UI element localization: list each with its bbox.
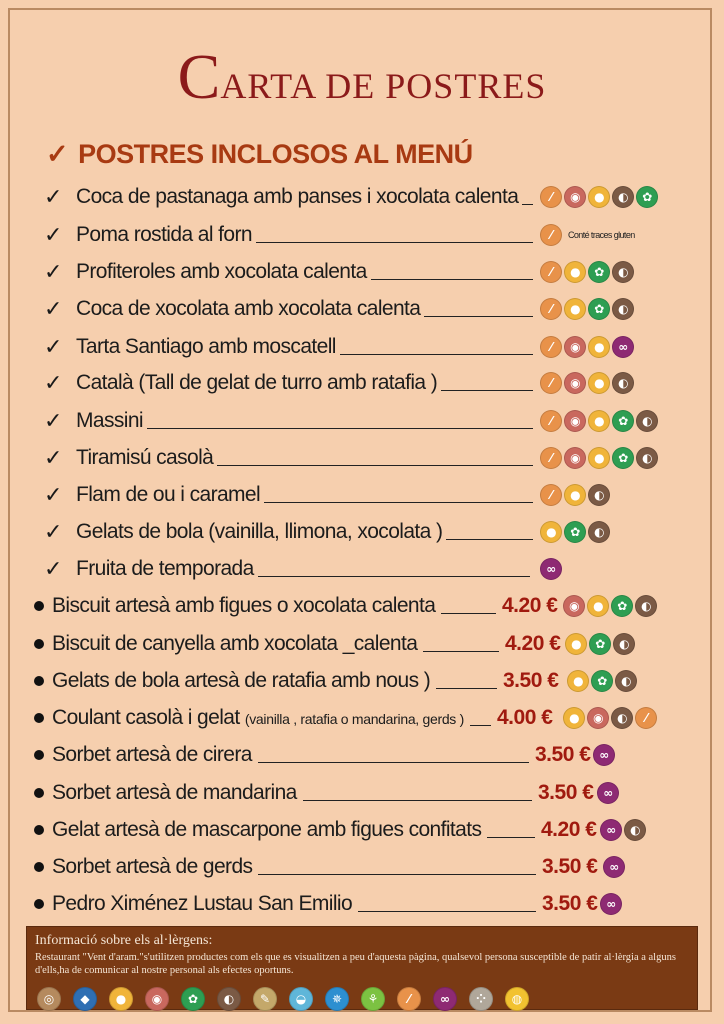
- dessert-name: Fruita de temporada: [76, 557, 254, 580]
- check-icon: ✓: [44, 408, 62, 433]
- dessert-name-text: Pedro Ximénez Lustau San Emilio: [52, 892, 353, 915]
- allergen-icons: [540, 484, 610, 506]
- gluten-icon: ⁄: [540, 484, 562, 506]
- title-rest: ARTA DE POSTRES: [220, 66, 547, 106]
- title-initial: C: [177, 41, 221, 112]
- extra-dessert-row: [0, 813, 724, 847]
- price-label: 4.20 €: [502, 594, 558, 617]
- leader-line: [441, 390, 533, 391]
- check-icon: ✓: [44, 296, 62, 321]
- dessert-name: Profiteroles amb xocolata calenta: [76, 260, 367, 283]
- included-dessert-row: [0, 515, 724, 549]
- leader-line: [424, 316, 533, 317]
- vegan-icon: ✿: [591, 670, 613, 692]
- dessert-name-text: Sorbet artesà de cirera: [52, 743, 252, 766]
- dessert-name-text: Coulant casolà i gelat: [52, 706, 240, 729]
- crustacean-icon: ✵: [325, 987, 349, 1011]
- leader-line: [487, 837, 535, 838]
- included-dessert-row: [0, 330, 724, 364]
- nuts-icon: ◉: [564, 410, 586, 432]
- allergen-icons: [540, 558, 562, 580]
- check-icon: ✓: [44, 370, 62, 395]
- check-icon: ✓: [44, 519, 62, 544]
- sulphite-icon: ∞: [612, 336, 634, 358]
- price-label: 3.50 €: [538, 781, 594, 804]
- dessert-name: Coca de pastanaga amb panses i xocolata calenta: [76, 185, 519, 208]
- gluten-icon: ⁄: [540, 447, 562, 469]
- check-icon: ✓: [44, 222, 62, 247]
- egg-icon: ●: [109, 987, 133, 1011]
- price-label: 4.00 €: [497, 706, 553, 729]
- price-label: 3.50 €: [542, 855, 598, 878]
- dessert-name: [52, 743, 252, 767]
- milk-icon: ◐: [615, 670, 637, 692]
- milk-icon: ◐: [636, 447, 658, 469]
- milk-icon: ◐: [636, 410, 658, 432]
- dessert-name-text: Gelats de bola artesà de ratafia amb nous ): [52, 669, 431, 692]
- bullet-icon: [34, 750, 44, 760]
- price-label: 3.50 €: [503, 669, 559, 692]
- egg-icon: ●: [567, 670, 589, 692]
- extra-dessert-row: [0, 850, 724, 884]
- milk-icon: ◐: [612, 372, 634, 394]
- allergen-info-box: [26, 926, 698, 1010]
- sulphite-icon: ∞: [540, 558, 562, 580]
- leader-line: [217, 465, 533, 466]
- section-label: POSTRES INCLOSOS AL MENÚ: [78, 138, 473, 169]
- egg-icon: ●: [540, 521, 562, 543]
- leader-line: [264, 502, 533, 503]
- dessert-name-detail: (vainilla , ratafia o mandarina, gerds ): [244, 711, 464, 727]
- allergen-icons: [600, 819, 646, 841]
- dessert-name-text: Sorbet artesà de mandarina: [52, 781, 297, 804]
- sulphite-icon: ∞: [433, 987, 457, 1011]
- dessert-name: [52, 594, 435, 618]
- dessert-name: Poma rostida al forn: [76, 223, 252, 246]
- allergen-icons: [540, 224, 562, 246]
- included-dessert-row: [0, 180, 724, 214]
- nuts-icon: ◉: [563, 595, 585, 617]
- check-icon: ✓: [44, 556, 62, 581]
- dessert-name: Coca de xocolata amb xocolata calenta: [76, 297, 421, 320]
- leader-line: [258, 576, 530, 577]
- egg-icon: ●: [588, 372, 610, 394]
- nuts-icon: ◉: [145, 987, 169, 1011]
- nuts-icon: ◉: [564, 336, 586, 358]
- milk-icon: ◐: [613, 633, 635, 655]
- dessert-name-text: Biscuit de canyella amb xocolata _calenta: [52, 632, 418, 655]
- allergen-note: Conté traces gluten: [568, 230, 635, 240]
- bullet-icon: [34, 676, 44, 686]
- sesame-icon: ⁘: [469, 987, 493, 1011]
- allergen-info-title: Informació sobre els al·lèrgens:: [35, 933, 213, 948]
- allergen-icons: [563, 707, 657, 729]
- allergen-info-body: Restaurant "Vent d'aram."s'utilitzen productes com els que es visualitzen a peu d'aquesta pàgina, qualsevol persona susceptible de patir al·lèrgia a alguns d'ells,ha de comunicar al nostre personal als efectes oportuns.: [35, 952, 676, 976]
- leader-line: [256, 242, 533, 243]
- gluten-icon: ⁄: [540, 261, 562, 283]
- milk-icon: ◐: [217, 987, 241, 1011]
- included-dessert-row: [0, 366, 724, 400]
- allergen-icons: [593, 744, 615, 766]
- allergen-icons: [540, 336, 634, 358]
- gluten-icon: ⁄: [540, 186, 562, 208]
- nuts-icon: ◉: [564, 372, 586, 394]
- dessert-name: [52, 892, 352, 916]
- milk-icon: ◐: [611, 707, 633, 729]
- dessert-name: Tiramisú casolà: [76, 446, 214, 469]
- fish-icon: ◆: [73, 987, 97, 1011]
- extra-dessert-row: [0, 627, 724, 661]
- included-dessert-row: [0, 292, 724, 326]
- allergen-icons: [563, 595, 657, 617]
- vegan-icon: ✿: [612, 410, 634, 432]
- egg-icon: ●: [564, 261, 586, 283]
- celery-icon: ⚘: [361, 987, 385, 1011]
- price-label: 4.20 €: [505, 632, 561, 655]
- included-dessert-row: [0, 552, 724, 586]
- bullet-icon: [34, 713, 44, 723]
- leader-line: [258, 762, 529, 763]
- dessert-name: Massini: [76, 409, 143, 432]
- vegan-icon: ✿: [588, 261, 610, 283]
- included-dessert-row: [0, 404, 724, 438]
- gluten-icon: ⁄: [540, 372, 562, 394]
- price-label: 3.50 €: [542, 892, 598, 915]
- dessert-name: Flam de ou i caramel: [76, 483, 261, 506]
- dessert-name: Tarta Santiago amb moscatell: [76, 335, 336, 358]
- egg-icon: ●: [587, 595, 609, 617]
- shellfish-icon: ◒: [289, 987, 313, 1011]
- included-dessert-row: [0, 478, 724, 512]
- dessert-name-text: Sorbet artesà de gerds: [52, 855, 253, 878]
- peanut-icon: ◎: [37, 987, 61, 1011]
- egg-icon: ●: [564, 484, 586, 506]
- nuts-icon: ◉: [587, 707, 609, 729]
- mustard-icon: ✎: [253, 987, 277, 1011]
- vegan-icon: ✿: [588, 298, 610, 320]
- dessert-name: [52, 669, 430, 693]
- gluten-icon: ⁄: [397, 987, 421, 1011]
- included-dessert-row: [0, 218, 724, 252]
- bullet-icon: [34, 862, 44, 872]
- egg-icon: ●: [588, 447, 610, 469]
- dessert-name: [52, 706, 464, 730]
- milk-icon: ◐: [588, 521, 610, 543]
- gluten-icon: ⁄: [540, 298, 562, 320]
- vegan-icon: ✿: [636, 186, 658, 208]
- dessert-name-text: Gelat artesà de mascarpone amb figues confitats: [52, 818, 482, 841]
- leader-line: [371, 279, 533, 280]
- extra-dessert-row: [0, 738, 724, 772]
- leader-line: [147, 428, 533, 429]
- extra-dessert-row: [0, 776, 724, 810]
- allergen-icons: [540, 447, 658, 469]
- milk-icon: ◐: [612, 298, 634, 320]
- leader-line: [340, 354, 533, 355]
- gluten-icon: ⁄: [540, 224, 562, 246]
- bullet-icon: [34, 601, 44, 611]
- allergen-icons: [540, 372, 634, 394]
- leader-line: [303, 800, 532, 801]
- dessert-name: [52, 632, 417, 656]
- gluten-icon: ⁄: [635, 707, 657, 729]
- leader-line: [423, 651, 499, 652]
- check-icon: ✓: [44, 482, 62, 507]
- milk-icon: ◐: [612, 261, 634, 283]
- gluten-icon: ⁄: [540, 336, 562, 358]
- gluten-icon: ⁄: [540, 410, 562, 432]
- milk-icon: ◐: [588, 484, 610, 506]
- sulphite-icon: ∞: [597, 782, 619, 804]
- allergen-icons: [540, 186, 658, 208]
- dessert-name: Gelats de bola (vainilla, llimona, xocolata ): [76, 520, 443, 543]
- check-icon: ✓: [44, 334, 62, 359]
- dessert-name: [52, 855, 252, 879]
- egg-icon: ●: [588, 336, 610, 358]
- sulphite-icon: ∞: [603, 856, 625, 878]
- nuts-icon: ◉: [564, 447, 586, 469]
- allergen-icons: [600, 893, 622, 915]
- egg-icon: ●: [588, 186, 610, 208]
- allergen-icons: [603, 856, 625, 878]
- vegan-icon: ✿: [612, 447, 634, 469]
- extra-dessert-row: [0, 589, 724, 623]
- leader-line: [258, 874, 536, 875]
- leader-line: [446, 539, 533, 540]
- soy-icon: ◍: [505, 987, 529, 1011]
- egg-icon: ●: [588, 410, 610, 432]
- milk-icon: ◐: [635, 595, 657, 617]
- extra-dessert-row: [0, 664, 724, 698]
- bullet-icon: [34, 788, 44, 798]
- included-dessert-row: [0, 255, 724, 289]
- egg-icon: ●: [563, 707, 585, 729]
- included-dessert-row: [0, 441, 724, 475]
- allergen-icons: [540, 261, 634, 283]
- vegan-icon: ✿: [564, 521, 586, 543]
- dessert-name-text: Biscuit artesà amb figues o xocolata calenta: [52, 594, 436, 617]
- page-title: [0, 40, 724, 114]
- dessert-name: [52, 781, 297, 805]
- milk-icon: ◐: [624, 819, 646, 841]
- leader-line: [436, 688, 497, 689]
- extra-dessert-row: [0, 701, 724, 735]
- allergen-legend: [37, 987, 529, 1011]
- nuts-icon: ◉: [564, 186, 586, 208]
- extra-dessert-row: [0, 887, 724, 921]
- leader-line: [522, 204, 533, 205]
- dessert-name: Català (Tall de gelat de turro amb ratafia ): [76, 371, 438, 394]
- allergen-icons: [567, 670, 637, 692]
- allergen-icons: [540, 410, 658, 432]
- egg-icon: ●: [564, 298, 586, 320]
- egg-icon: ●: [565, 633, 587, 655]
- check-icon: ✓: [44, 445, 62, 470]
- section-heading: [46, 136, 473, 172]
- dessert-name: [52, 818, 481, 842]
- bullet-icon: [34, 639, 44, 649]
- check-icon: ✓: [44, 259, 62, 284]
- allergen-icons: [540, 521, 610, 543]
- bullet-icon: [34, 825, 44, 835]
- milk-icon: ◐: [612, 186, 634, 208]
- price-label: 4.20 €: [541, 818, 597, 841]
- sulphite-icon: ∞: [600, 893, 622, 915]
- allergen-icons: [597, 782, 619, 804]
- bullet-icon: [34, 899, 44, 909]
- allergen-icons: [540, 298, 634, 320]
- price-label: 3.50 €: [535, 743, 591, 766]
- leader-line: [358, 911, 536, 912]
- vegan-icon: ✿: [181, 987, 205, 1011]
- check-icon: ✓: [46, 138, 69, 169]
- sulphite-icon: ∞: [593, 744, 615, 766]
- vegan-icon: ✿: [611, 595, 633, 617]
- sulphite-icon: ∞: [600, 819, 622, 841]
- check-icon: ✓: [44, 184, 62, 209]
- vegan-icon: ✿: [589, 633, 611, 655]
- leader-line: [441, 613, 496, 614]
- leader-line: [470, 725, 491, 726]
- allergen-icons: [565, 633, 635, 655]
